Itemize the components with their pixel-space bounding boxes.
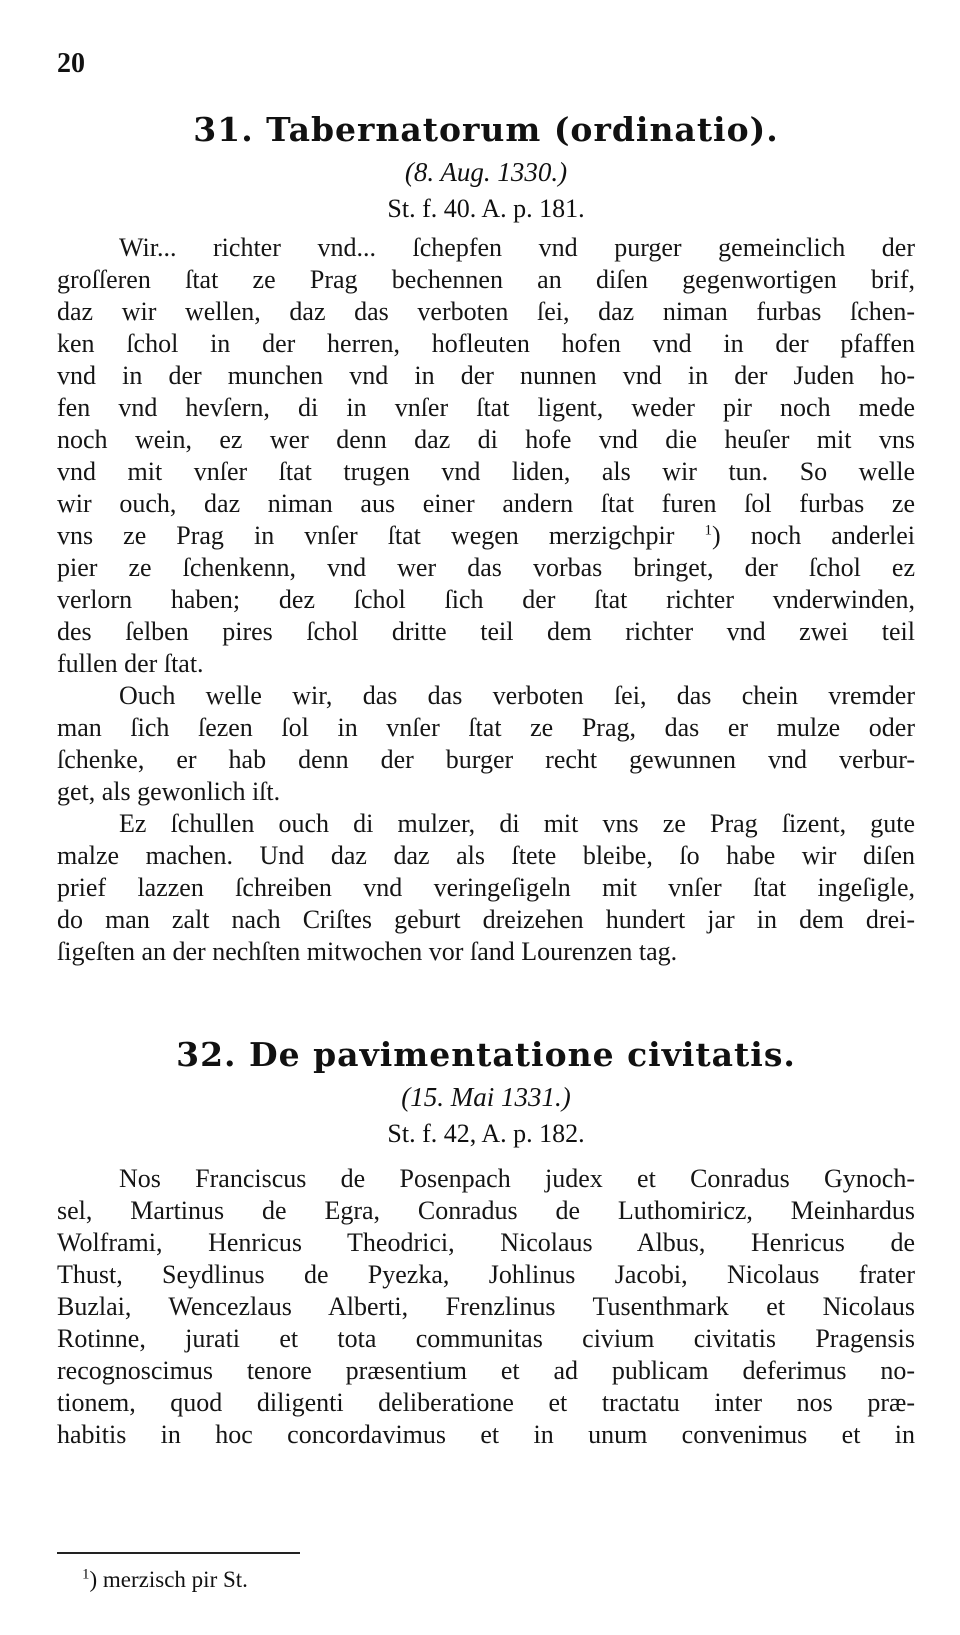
text-line: noch wein, ez wer denn daz di hofe vnd die heuſer mit vns [57,425,915,454]
text-line: get, als gewonlich iſt. [57,777,281,806]
footnote-mark: 1 [82,1566,90,1583]
section-32-source: St. f. 42, A. p. 182. [387,1119,585,1148]
text-line: fen vnd hevſern, di in vnſer ſtat ligent, weder pir noch mede [57,393,915,422]
text-line: malze machen. Und daz daz als ſtete bleibe, ſo habe wir diſen [57,841,915,870]
footnote [82,1567,248,1593]
text-line: Rotinne, jurati et tota communitas civium civitatis Pragensis [57,1324,915,1353]
text-line: recognoscimus tenore præsentium et ad publicam deferimus no- [57,1356,915,1385]
text-line: fullen der ſtat. [57,649,204,678]
text-line: tionem, quod diligenti deliberatione et tractatu inter nos præ- [57,1388,915,1417]
text-line: Ez ſchullen ouch di mulzer, di mit vns ze Prag ſizent, gute [119,809,915,838]
text-line: verlorn haben; dez ſchol ſich der ſtat richter vnderwinden, [57,585,915,614]
text-line: Wolframi, Henricus Theodrici, Nicolaus Albus, Henricus de [57,1228,915,1257]
text-line: ken ſchol in der herren, hofleuten hofen vnd in der pfaffen [57,329,915,358]
text-line: man ſich ſezen ſol in vnſer ſtat ze Prag, das er mulze oder [57,713,915,742]
text-line-with-footnote [57,520,915,552]
text-line: ſchenke, er hab denn der burger recht gewunnen vnd verbur- [57,745,915,774]
section-31 [57,110,915,968]
footnote-divider [57,1552,300,1554]
text-line: pier ze ſchenkenn, vnd wer das vorbas bringet, der ſchol ez [57,553,915,582]
text-line: do man zalt nach Criſtes geburt dreizehen hundert jar in dem drei- [57,905,915,934]
footnote-reference: 1 [704,522,712,539]
text-line: vnd in der munchen vnd in der nunnen vnd in der Juden ho- [57,361,915,390]
page-number: 20 [57,48,85,79]
text-line: prief lazzen ſchreiben vnd veringeſigeln mit vnſer ſtat ingeſigle, [57,873,915,902]
text-line: habitis in hoc concordavimus et in unum convenimus et in [57,1420,915,1449]
text-line: ſigeſten an der nechſten mitwochen vor ſand Lourenzen tag. [57,937,678,966]
text-line: daz wir wellen, daz das verboten ſei, daz niman furbas ſchen- [57,297,915,326]
text-line: Buzlai, Wencezlaus Alberti, Frenzlinus Tusenthmark et Nicolaus [57,1292,915,1321]
footnote-text: ) merzisch pir St. [89,1567,248,1592]
text-line: Nos Franciscus de Posenpach judex et Conradus Gynoch- [119,1164,915,1193]
section-32-body [57,1163,915,1451]
section-31-date: (8. Aug. 1330.) [404,157,568,187]
text-segment: ) noch anderlei [712,521,915,550]
text-line: Ouch welle wir, das das verboten ſei, das chein vremder [119,681,915,710]
section-32-date: (15. Mai 1331.) [401,1082,571,1112]
text-line: sel, Martinus de Egra, Conradus de Luthomiricz, Meinhardus [57,1196,915,1225]
section-32 [57,1035,915,1451]
text-line: des ſelben pires ſchol dritte teil dem richter vnd zwei teil [57,617,915,646]
text-line: groſſeren ſtat ze Prag bechennen an diſen gegenwortigen brif, [57,265,915,294]
section-31-body [57,232,915,968]
text-line: Wir... richter vnd... ſchepfen vnd purger gemeinclich der [119,233,915,262]
section-31-source: St. f. 40. A. p. 181. [387,194,585,223]
text-line: wir ouch, daz niman aus einer andern ſtat furen ſol furbas ze [57,489,915,518]
section-31-heading: 31. Tabernatorum (ordinatio). [193,110,779,149]
text-line: Thust, Seydlinus de Pyezka, Johlinus Jacobi, Nicolaus frater [57,1260,915,1289]
section-32-heading: 32. De pavimentatione civitatis. [176,1035,796,1074]
text-line: vnd mit vnſer ſtat trugen vnd liden, als wir tun. So welle [57,457,915,486]
text-segment: vns ze Prag in vnſer ſtat wegen merzigchpir [57,521,675,550]
